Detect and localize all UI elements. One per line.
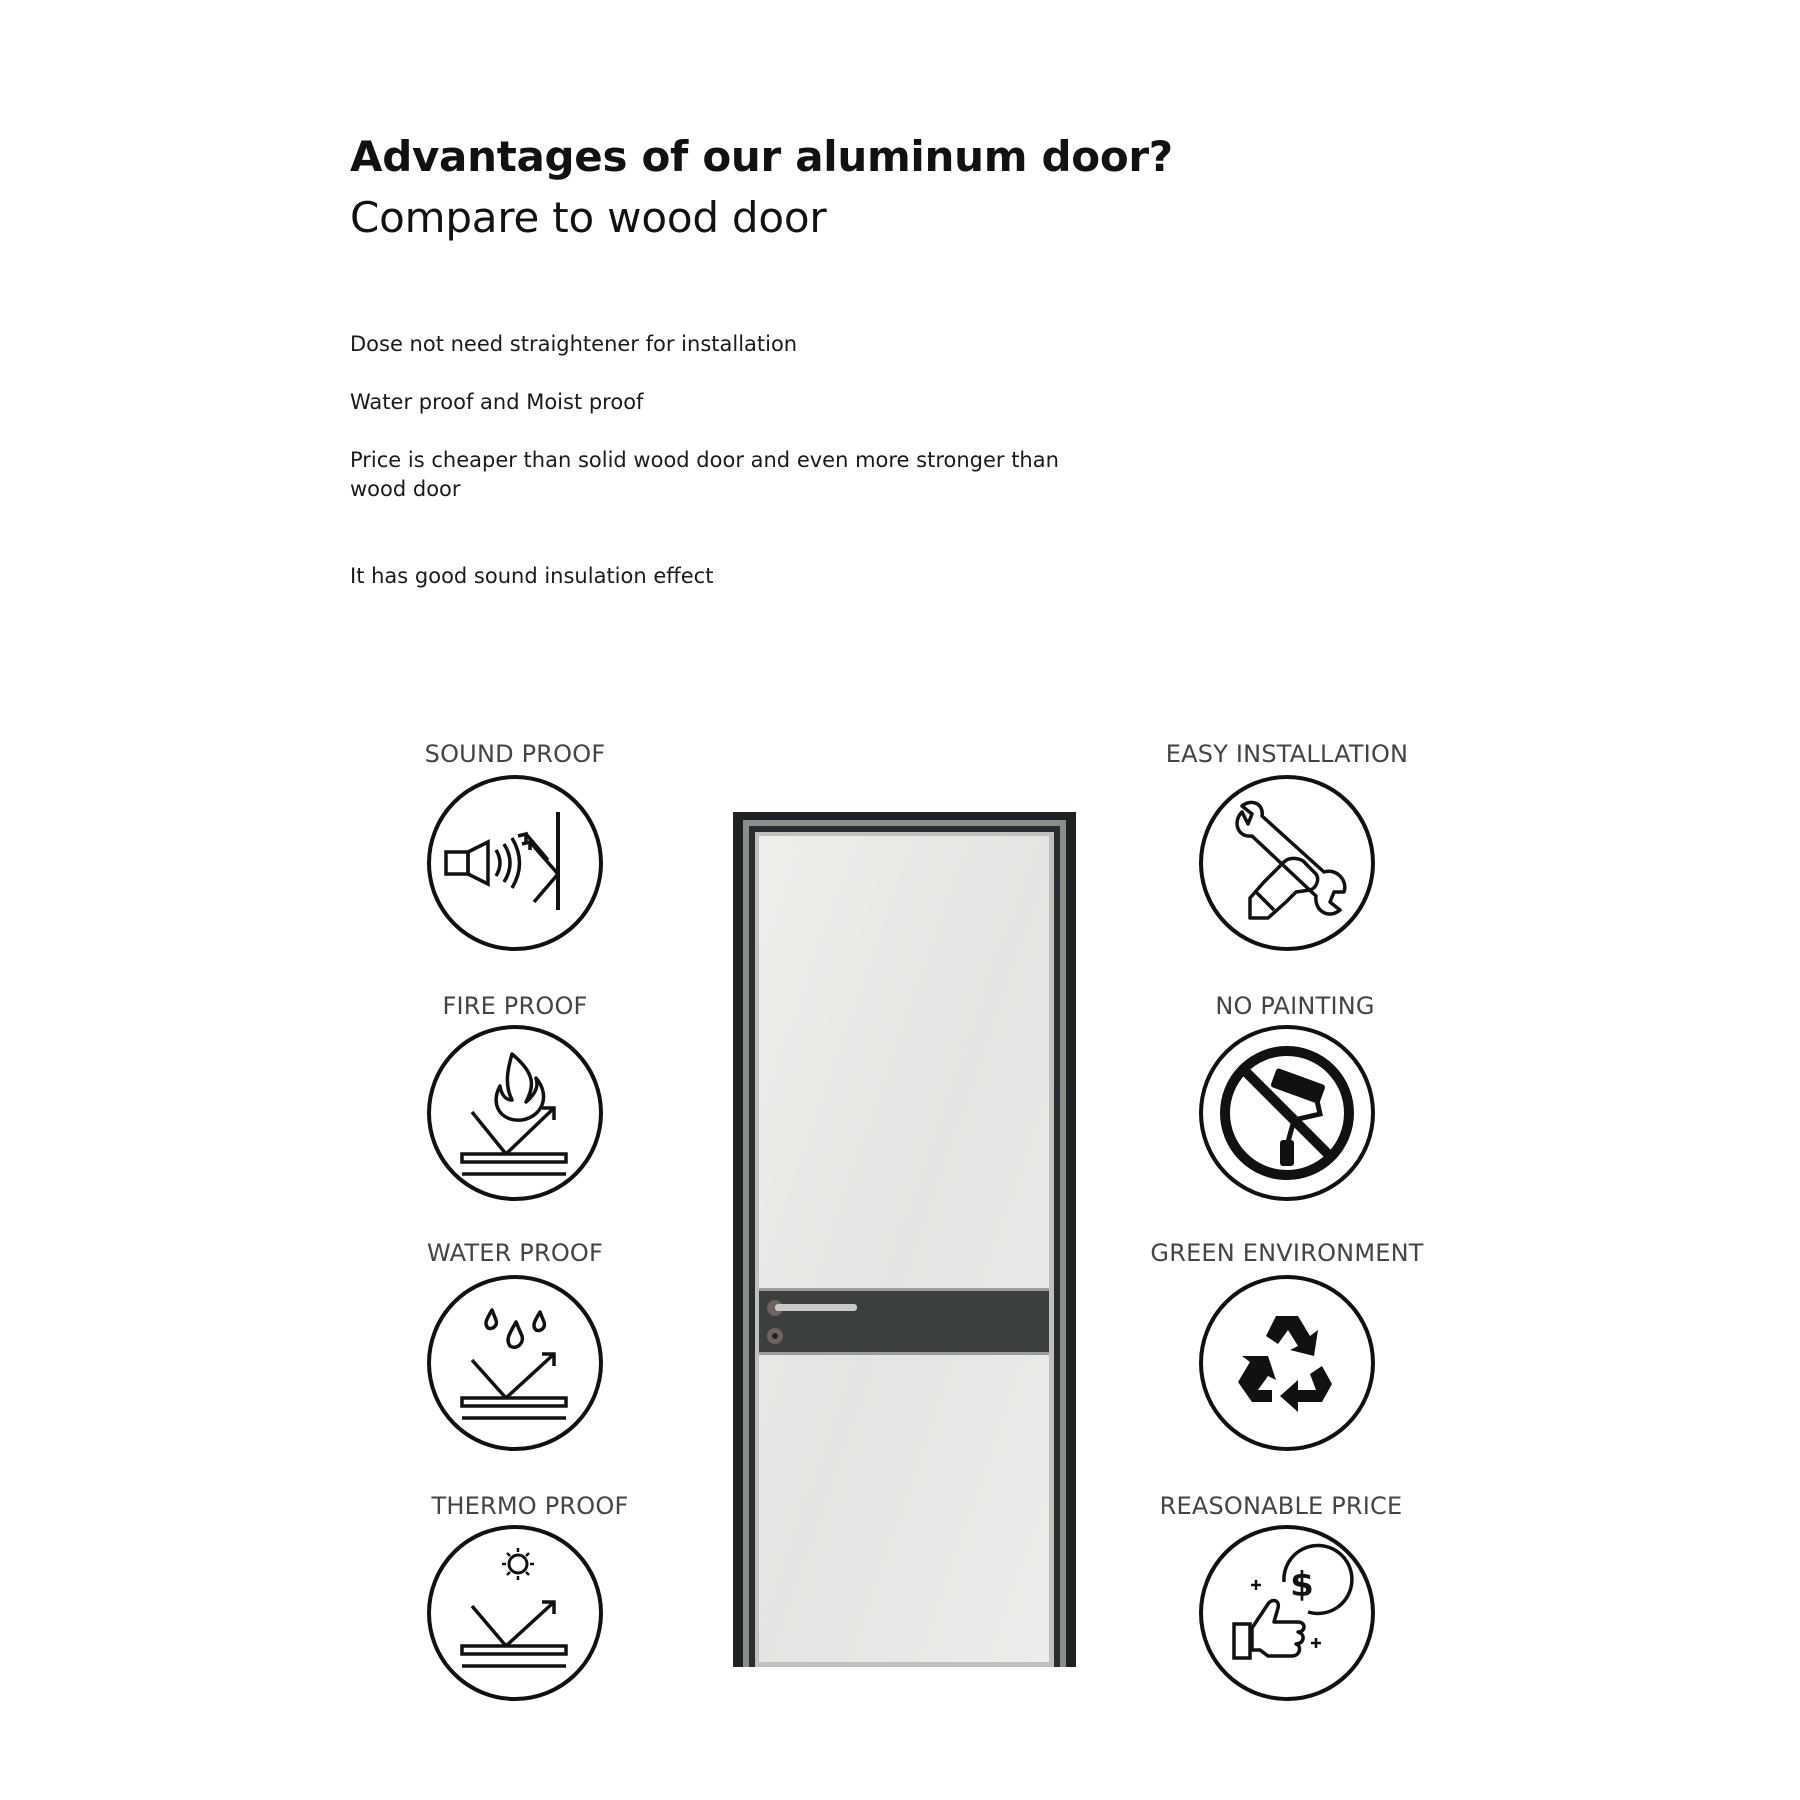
page-title: Advantages of our aluminum door?	[350, 132, 1173, 181]
feature-label-thermo-proof: THERMO PROOF	[431, 1492, 629, 1520]
feature-label-green-environment: GREEN ENVIRONMENT	[1150, 1239, 1424, 1267]
fire-proof-icon	[426, 1024, 604, 1202]
advantage-item: Price is cheaper than solid wood door and even more stronger than wood door	[350, 448, 1059, 501]
feature-label-sound-proof: SOUND PROOF	[424, 740, 606, 768]
advantage-item: Water proof and Moist proof	[350, 390, 644, 414]
page-subtitle: Compare to wood door	[350, 193, 827, 242]
aluminum-door-image	[733, 812, 1076, 1667]
svg-text:$: $	[1290, 1565, 1314, 1605]
thermo-proof-icon	[426, 1524, 604, 1702]
recycle-icon	[1198, 1274, 1376, 1452]
feature-label-reasonable-price: REASONABLE PRICE	[1159, 1492, 1403, 1520]
reasonable-price-icon	[1198, 1524, 1376, 1702]
advantage-item: Dose not need straightener for installation	[350, 332, 798, 356]
no-painting-icon	[1198, 1024, 1376, 1202]
easy-installation-icon	[1198, 774, 1376, 952]
feature-label-easy-installation: EASY INSTALLATION	[1165, 740, 1409, 768]
sound-proof-icon	[426, 774, 604, 952]
water-proof-icon	[426, 1274, 604, 1452]
feature-label-no-painting: NO PAINTING	[1215, 992, 1375, 1020]
feature-label-fire-proof: FIRE PROOF	[442, 992, 588, 1020]
advantage-item: It has good sound insulation effect	[350, 564, 714, 588]
feature-label-water-proof: WATER PROOF	[426, 1239, 604, 1267]
